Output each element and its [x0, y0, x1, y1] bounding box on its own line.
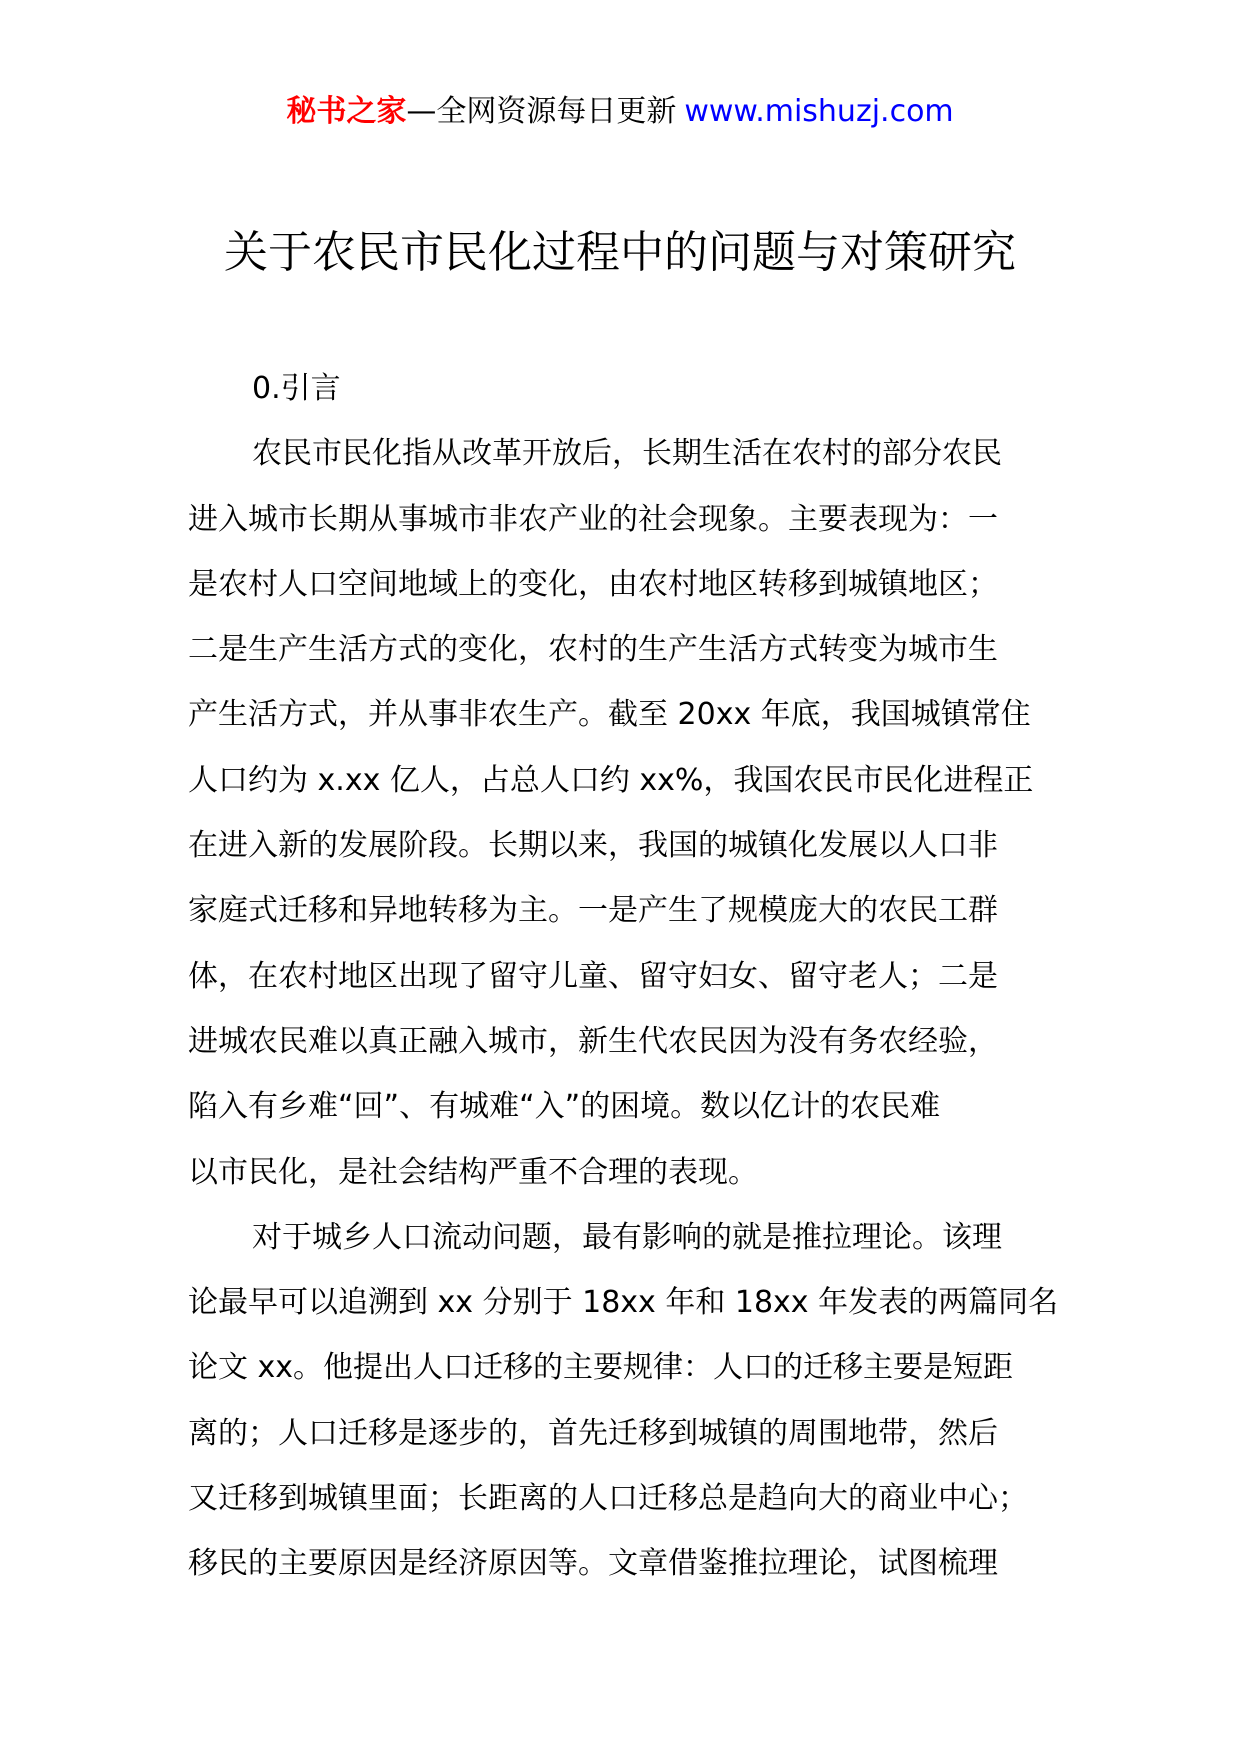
- text-line: 是农村人口空间地域上的变化，由农村地区转移到城镇地区；: [188, 566, 998, 602]
- text-line: 离的；人口迁移是逐步的，首先迁移到城镇的周围地带，然后: [188, 1415, 998, 1451]
- brand-name: 秘书之家: [286, 94, 407, 129]
- text-line: 体，在农村地区出现了留守儿童、留守妇女、留守老人；二是: [188, 958, 998, 994]
- paragraph-2: [188, 1205, 1088, 1597]
- text-line: 家庭式迁移和异地转移为主。一是产生了规模庞大的农民工群: [188, 893, 998, 929]
- text-line: 农民市民化指从改革开放后，长期生活在农村的部分农民: [252, 436, 1002, 472]
- text-line: 对于城乡人口流动问题，最有影响的就是推拉理论。该理: [252, 1219, 1002, 1255]
- text-line: 产生活方式，并从事非农生产。截至 20xx 年底，我国城镇常住: [188, 697, 1031, 733]
- text-line: 论文 xx。他提出人口迁移的主要规律：人口的迁移主要是短距: [188, 1350, 1014, 1386]
- text-line: 以市民化，是社会结构严重不合理的表现。: [188, 1154, 758, 1190]
- site-url-link[interactable]: www.mishuzj.com: [684, 94, 954, 129]
- text-line: 陷入有乡难“回”、有城难“入”的困境。数以亿计的农民难: [188, 1089, 941, 1125]
- text-line: 二是生产生活方式的变化，农村的生产生活方式转变为城市生: [188, 632, 998, 668]
- section-heading: 0.引言: [252, 371, 341, 406]
- header-slogan: —全网资源每日更新: [406, 94, 677, 129]
- paragraph-1: [188, 421, 1088, 1205]
- document-title: 关于农民市民化过程中的问题与对策研究: [224, 227, 1016, 278]
- text-line: 进入城市长期从事城市非农产业的社会现象。主要表现为：一: [188, 501, 998, 537]
- text-line: 移民的主要原因是经济原因等。文章借鉴推拉理论，试图梳理: [188, 1546, 998, 1582]
- document-body: [188, 356, 1088, 1597]
- text-line: 在进入新的发展阶段。长期以来，我国的城镇化发展以人口非: [188, 828, 998, 864]
- text-line: 论最早可以追溯到 xx 分别于 18xx 年和 18xx 年发表的两篇同名: [188, 1285, 1059, 1321]
- text-line: 又迁移到城镇里面；长距离的人口迁移总是趋向大的商业中心；: [188, 1481, 1028, 1517]
- site-header: [0, 90, 1240, 134]
- text-line: 人口约为 x.xx 亿人，占总人口约 xx%，我国农民市民化进程正: [188, 762, 1034, 798]
- text-line: 进城农民难以真正融入城市，新生代农民因为没有务农经验，: [188, 1023, 998, 1059]
